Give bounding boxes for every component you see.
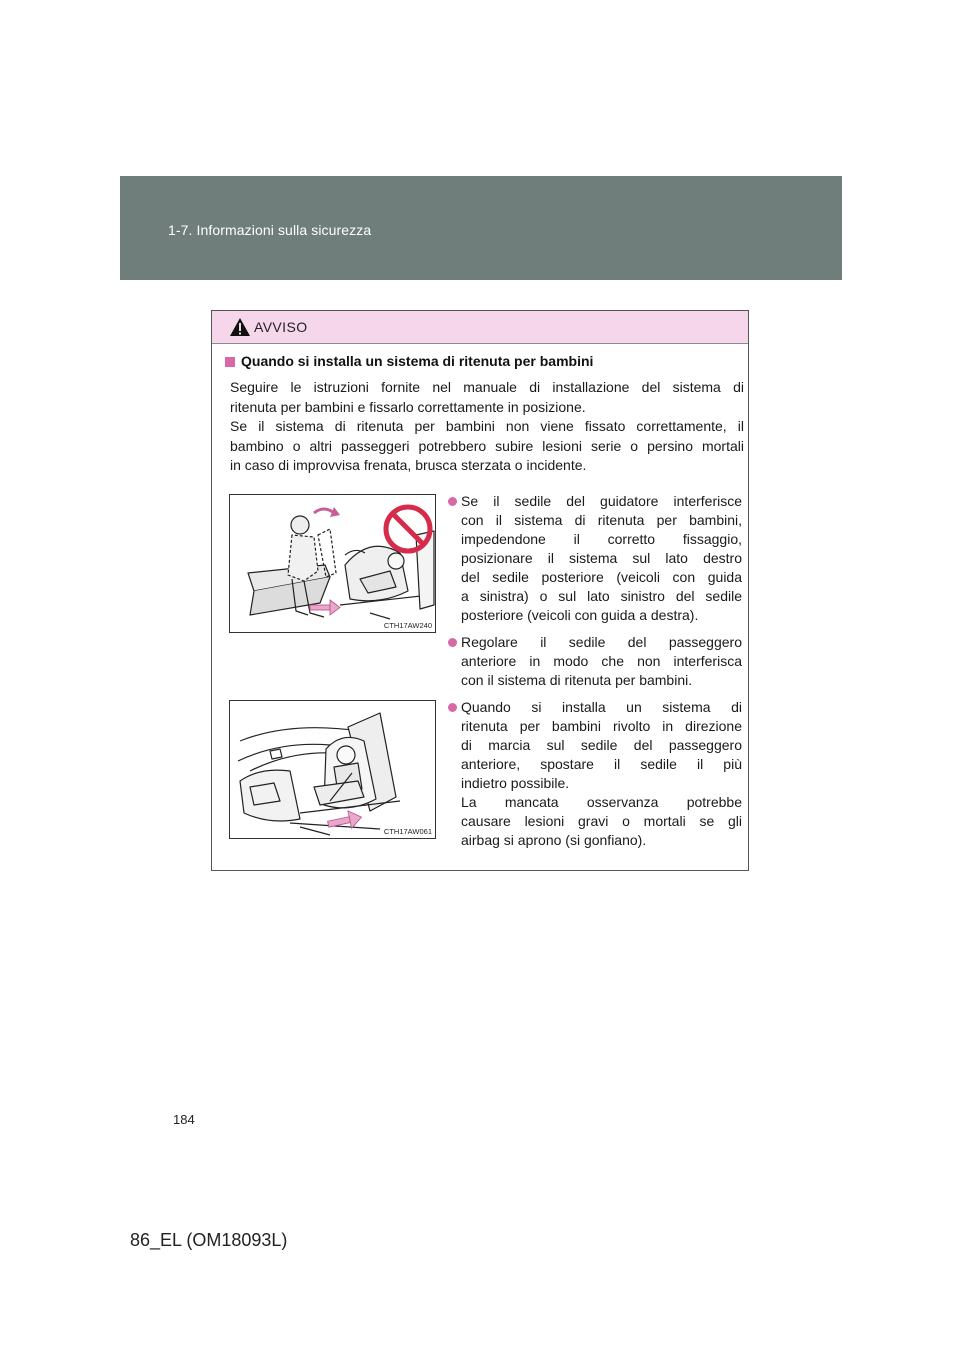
bullet-line: Se il sedile del guidatore interferisce (461, 493, 742, 509)
warning-header (212, 311, 748, 344)
forward-facing-seat-illustration (230, 701, 436, 839)
bullet-seat-interference (448, 492, 742, 625)
square-bullet-icon (225, 357, 235, 367)
figure-code: CTH17AW240 (383, 621, 432, 630)
intro-line: in caso di improvvisa frenata, brusca sterzata o incidente. (230, 457, 587, 473)
seat-interference-illustration (230, 495, 436, 633)
bullet-line: ritenuta per bambini rivolto in direzione (461, 718, 742, 734)
bullet-line: causare lesioni gravi o mortali se gli (461, 813, 742, 829)
bullet-dot-icon (448, 703, 457, 712)
intro-paragraph (230, 378, 744, 476)
warning-box (211, 310, 749, 871)
warning-label: AVVISO (254, 319, 308, 335)
bullet-line: posizionare il sistema sul lato destro (461, 550, 742, 566)
bullet-line: anteriore, spostare il sedile il più (461, 756, 742, 772)
intro-line: Se il sistema di ritenuta per bambini non viene fissato correttamente, il (230, 418, 744, 434)
bullet-line: del sedile posteriore (veicoli con guida (461, 569, 742, 585)
warning-heading (225, 353, 593, 369)
bullet-dot-icon (448, 497, 457, 506)
intro-line: Seguire le istruzioni fornite nel manuale di installazione del sistema di (230, 379, 744, 395)
bullet-line: airbag si aprono (si gonfiano). (461, 832, 647, 848)
figure-forward-facing-seat (229, 700, 436, 839)
bullet-line: Regolare il sedile del passeggero (461, 634, 742, 650)
figure-code: CTH17AW061 (383, 827, 432, 836)
bullet-line: con il sistema di ritenuta per bambini, (461, 512, 742, 528)
bullet-line: con il sistema di ritenuta per bambini. (461, 672, 693, 688)
bullet-dot-icon (448, 638, 457, 647)
figure-seat-interference (229, 494, 436, 633)
bullet-line: anteriore in modo che non interferisca (461, 653, 742, 669)
intro-line: ritenuta per bambini e fissarlo correttamente in posizione. (230, 398, 586, 415)
bullet-line: di marcia sul sedile del passeggero (461, 737, 742, 753)
bullet-adjust-passenger-seat (448, 633, 742, 690)
bullet-line: impedendone il corretto fissaggio, (461, 531, 742, 547)
bullet-forward-facing-install (448, 698, 742, 850)
bullet-line: a sinistra) o sul lato sinistro del sedile (461, 588, 742, 604)
bullet-line: La mancata osservanza potrebbe (461, 794, 742, 810)
section-title: 1-7. Informazioni sulla sicurezza (168, 222, 372, 238)
intro-line: bambino o altri passeggeri potrebbero subire lesioni serie o persino mortali (230, 437, 744, 454)
document-code: 86_EL (OM18093L) (130, 1230, 288, 1250)
bullet-line: indietro possibile. (461, 775, 570, 791)
page-number: 184 (173, 1112, 195, 1127)
bullet-line: Quando si installa un sistema di (461, 699, 742, 715)
bullet-line: posteriore (veicoli con guida a destra). (461, 607, 699, 623)
section-header-band (120, 176, 842, 280)
warning-heading-text: Quando si installa un sistema di ritenuta per bambini (241, 353, 594, 369)
warning-triangle-icon (229, 317, 251, 337)
